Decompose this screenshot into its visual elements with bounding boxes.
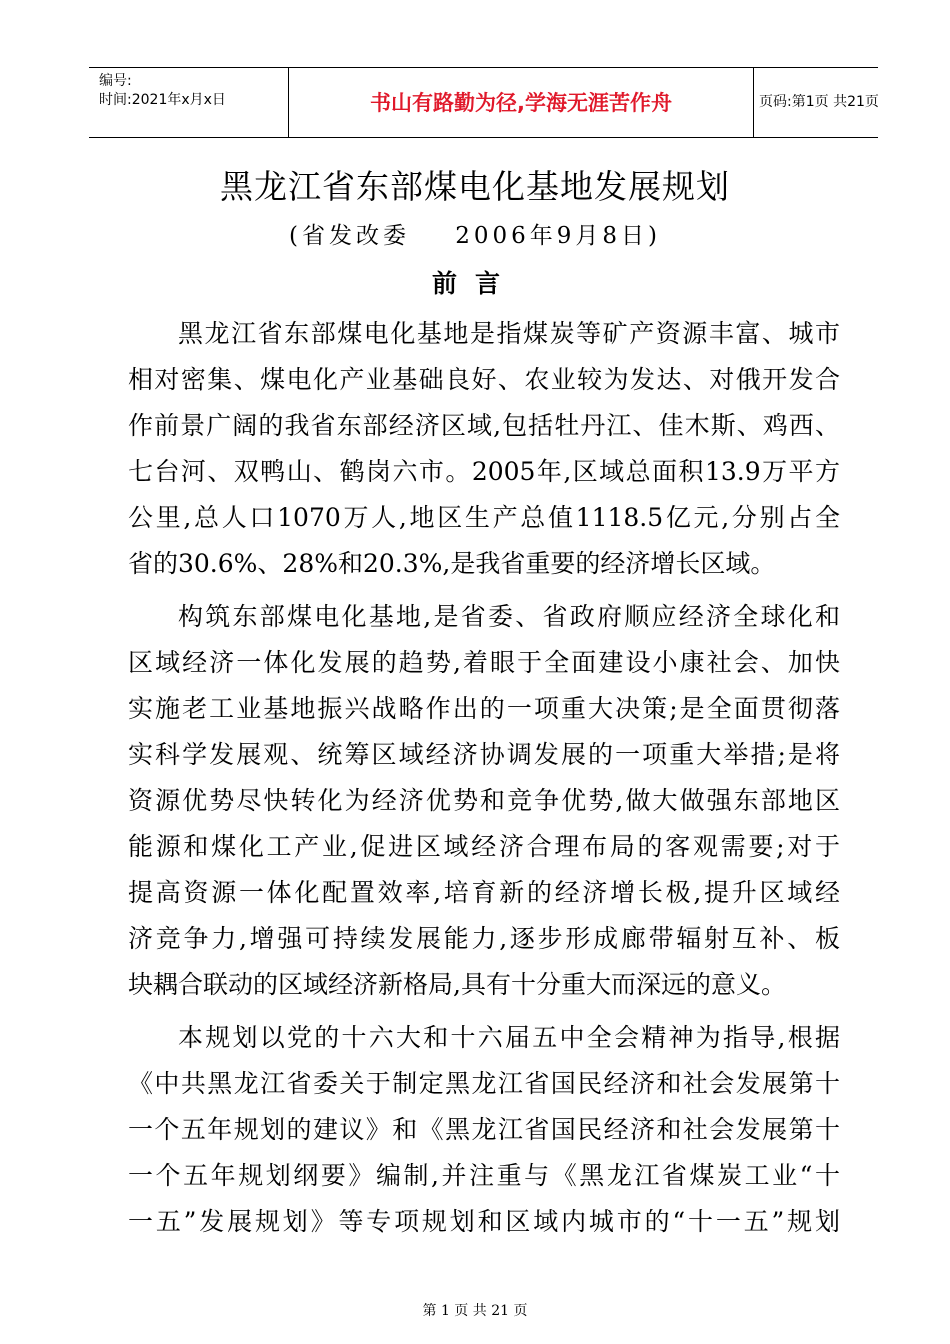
page-code: 页码:第1页 共21页 [759, 94, 879, 110]
paragraph-2 [128, 594, 840, 1008]
date-label: 时间:2021年x月x日 [99, 92, 226, 108]
text-line: 块耦合联动的区域经济新格局,具有十分重大而深远的意义。 [128, 970, 786, 999]
text-line: 一五”发展规划》等专项规划和区域内城市的“十一五”规划 [128, 1207, 840, 1236]
text-line: 本规划以党的十六大和十六届五中全会精神为指导,根据 [178, 1023, 840, 1052]
page-footer: 第 1 页 共 21 页 [422, 1303, 528, 1319]
section-heading: 前言 [431, 269, 518, 298]
text-line: 实施老工业基地振兴战略作出的一项重大决策;是全面贯彻落 [128, 694, 840, 723]
text-line: 七台河、双鸭山、鹤岗六市。2005年,区域总面积13.9万平方 [128, 457, 840, 486]
header-page-cell [753, 68, 878, 137]
document-subtitle: (省发改委 2006年9月8日) [289, 223, 661, 249]
text-line: 资源优势尽快转化为经济优势和竞争优势,做大做强东部地区 [128, 786, 840, 815]
text-line: 济竞争力,增强可持续发展能力,逐步形成廊带辐射互补、板 [128, 924, 840, 953]
paragraph-3 [128, 1015, 840, 1245]
number-label: 编号: [99, 73, 132, 89]
text-line: 能源和煤化工产业,促进区域经济合理布局的客观需要;对于 [128, 832, 840, 861]
text-line: 构筑东部煤电化基地,是省委、省政府顺应经济全球化和 [178, 602, 840, 631]
text-line: 公里,总人口1070万人,地区生产总值1118.5亿元,分别占全 [128, 503, 840, 532]
text-line: 省的30.6%、28%和20.3%,是我省重要的经济增长区域。 [128, 549, 776, 578]
paragraph-1 [128, 311, 840, 587]
text-line: 一个五年规划的建议》和《黑龙江省国民经济和社会发展第十 [128, 1115, 840, 1144]
header-info-cell [89, 68, 288, 137]
body-text [128, 311, 840, 1245]
document-title: 黑龙江省东部煤电化基地发展规划 [220, 167, 730, 206]
text-line: 黑龙江省东部煤电化基地是指煤炭等矿产资源丰富、城市 [178, 319, 840, 348]
text-line: 作前景广阔的我省东部经济区域,包括牡丹江、佳木斯、鸡西、 [128, 411, 840, 440]
header-table [89, 67, 878, 138]
text-line: 实科学发展观、统筹区域经济协调发展的一项重大举措;是将 [128, 740, 840, 769]
motto: 书山有路勤为径,学海无涯苦作舟 [370, 91, 672, 115]
text-line: 提高资源一体化配置效率,培育新的经济增长极,提升区域经 [128, 878, 840, 907]
text-line: 一个五年规划纲要》编制,并注重与《黑龙江省煤炭工业“十 [128, 1161, 840, 1190]
text-line: 《中共黑龙江省委关于制定黑龙江省国民经济和社会发展第十 [128, 1069, 840, 1098]
header-motto-cell [288, 68, 754, 137]
text-line: 区域经济一体化发展的趋势,着眼于全面建设小康社会、加快 [128, 648, 840, 677]
text-line: 相对密集、煤电化产业基础良好、农业较为发达、对俄开发合 [128, 365, 840, 394]
